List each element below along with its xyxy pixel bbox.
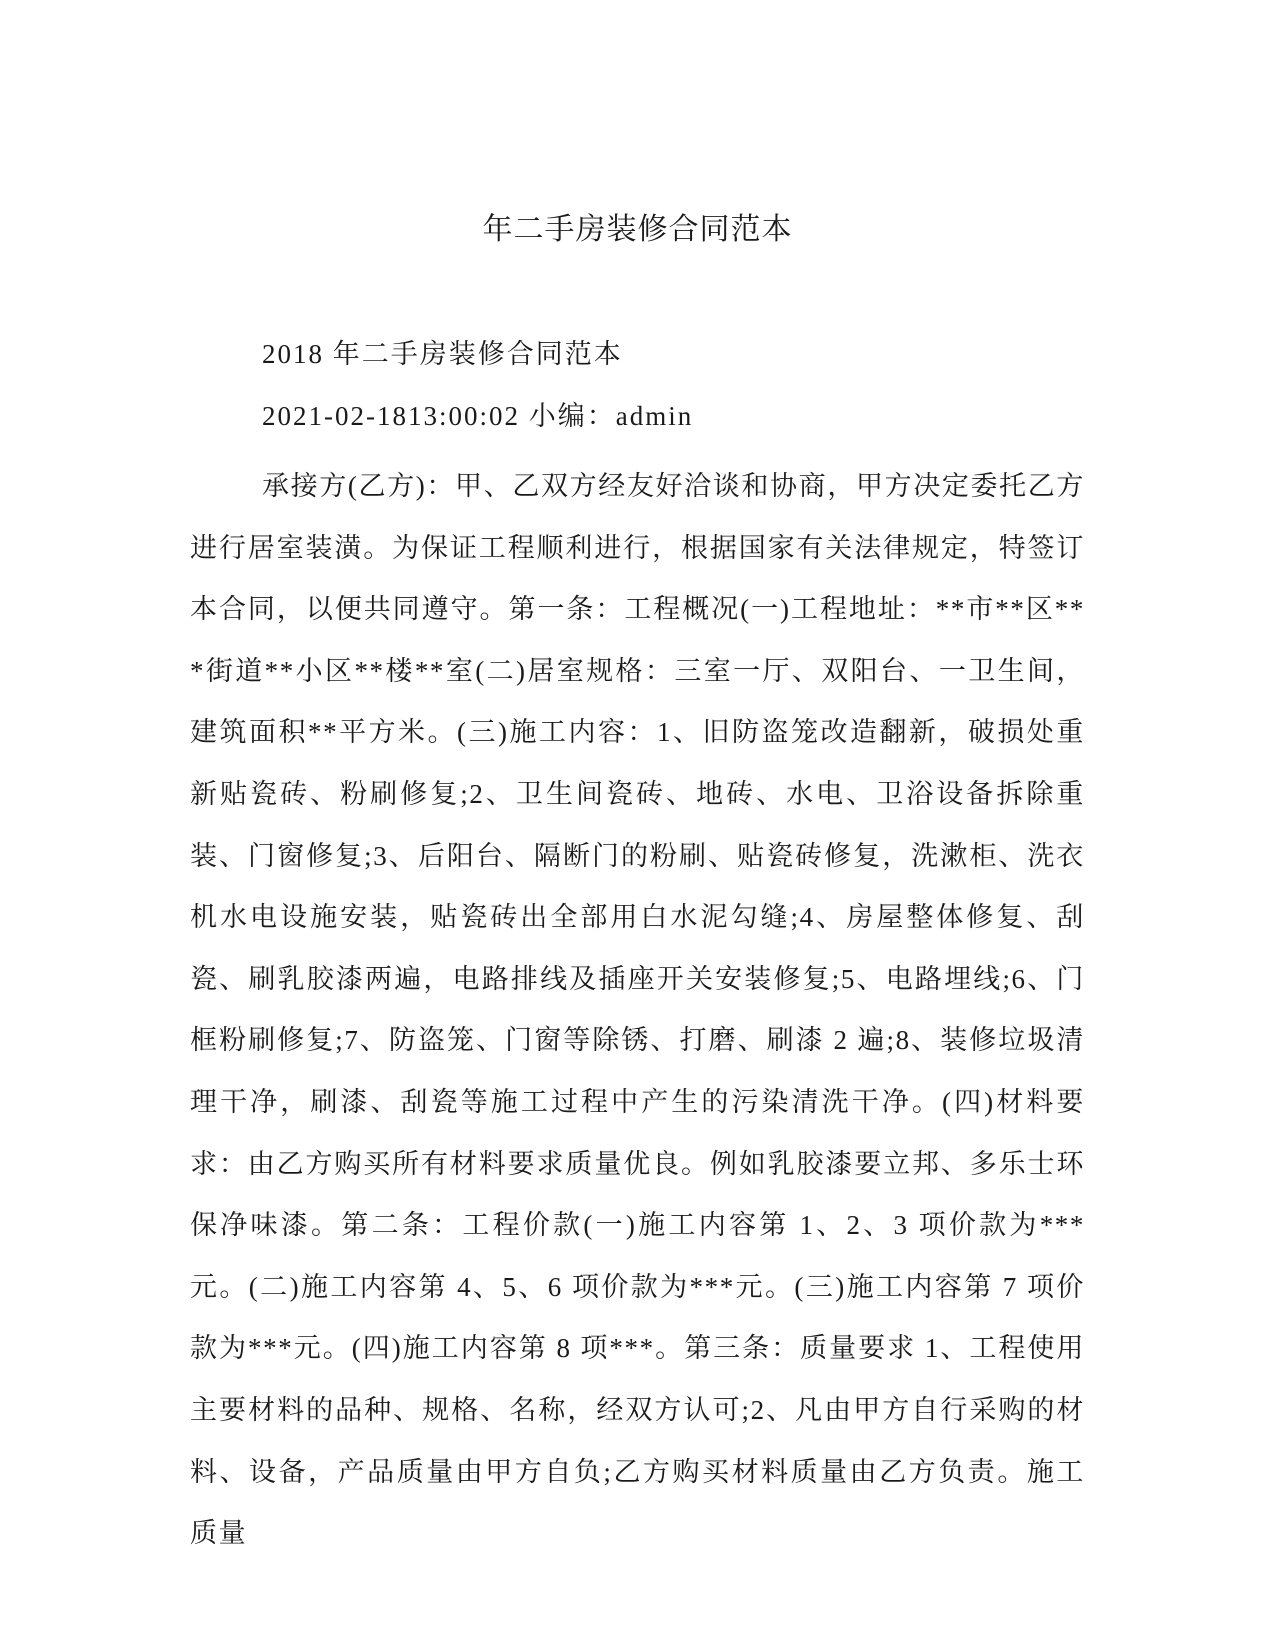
document-title: 年二手房装修合同范本 <box>482 212 793 247</box>
document-subtitle: 2018 年二手房装修合同范本 <box>262 339 623 369</box>
document-byline: 2021-02-1813:00:02 小编：admin <box>262 401 694 431</box>
contract-body-paragraph: 承接方(乙方)：甲、乙双方经友好洽谈和协商，甲方决定委托乙方进行居室装潢。为保证工程顺利进行，根据国家有关法律规定，特签订本合同，以便共同遵守。第一条：工程概况(一)工程地址：**市**区***街道**小区**楼**室(二)居室规格：三室一厅、双阳台、一卫生间，建筑面积**平方米。(三)施工内容：1、旧防盗笼改造翻新，破损处重新贴瓷砖、粉刷修复;2、卫生间瓷砖、地砖、水电、卫浴设备拆除重装、门窗修复;3、后阳台、隔断门的粉刷、贴瓷砖修复，洗漱柜、洗衣机水电设施安装，贴瓷砖出全部用白水泥勾缝;4、房屋整体修复、刮瓷、刷乳胶漆两遍，电路排线及插座开关安装修复;5、电路埋线;6、门框粉刷修复;7、防盗笼、门窗等除锈、打磨、刷漆 2 遍;8、装修垃圾清理干净，刷漆、刮瓷等施工过程中产生的污染清洗干净。(四)材料要求：由乙方购买所有材料要求质量优良。例如乳胶漆要立邦、多乐士环保净味漆。第二条：工程价款(一)施工内容第 1、2、3 项价款为***元。(二)施工内容第 4、5、6 项价款为***元。(三)施工内容第 7 项价款为***元。(四)施工内容第 8 项***。第三条：质量要求 1、工程使用主要材料的品种、规格、名称，经双方认可;2、凡由甲方自行采购的材料、设备，产品质量由甲方自负;乙方购买材料质量由乙方负责。施工质量 <box>190 471 1085 1549</box>
